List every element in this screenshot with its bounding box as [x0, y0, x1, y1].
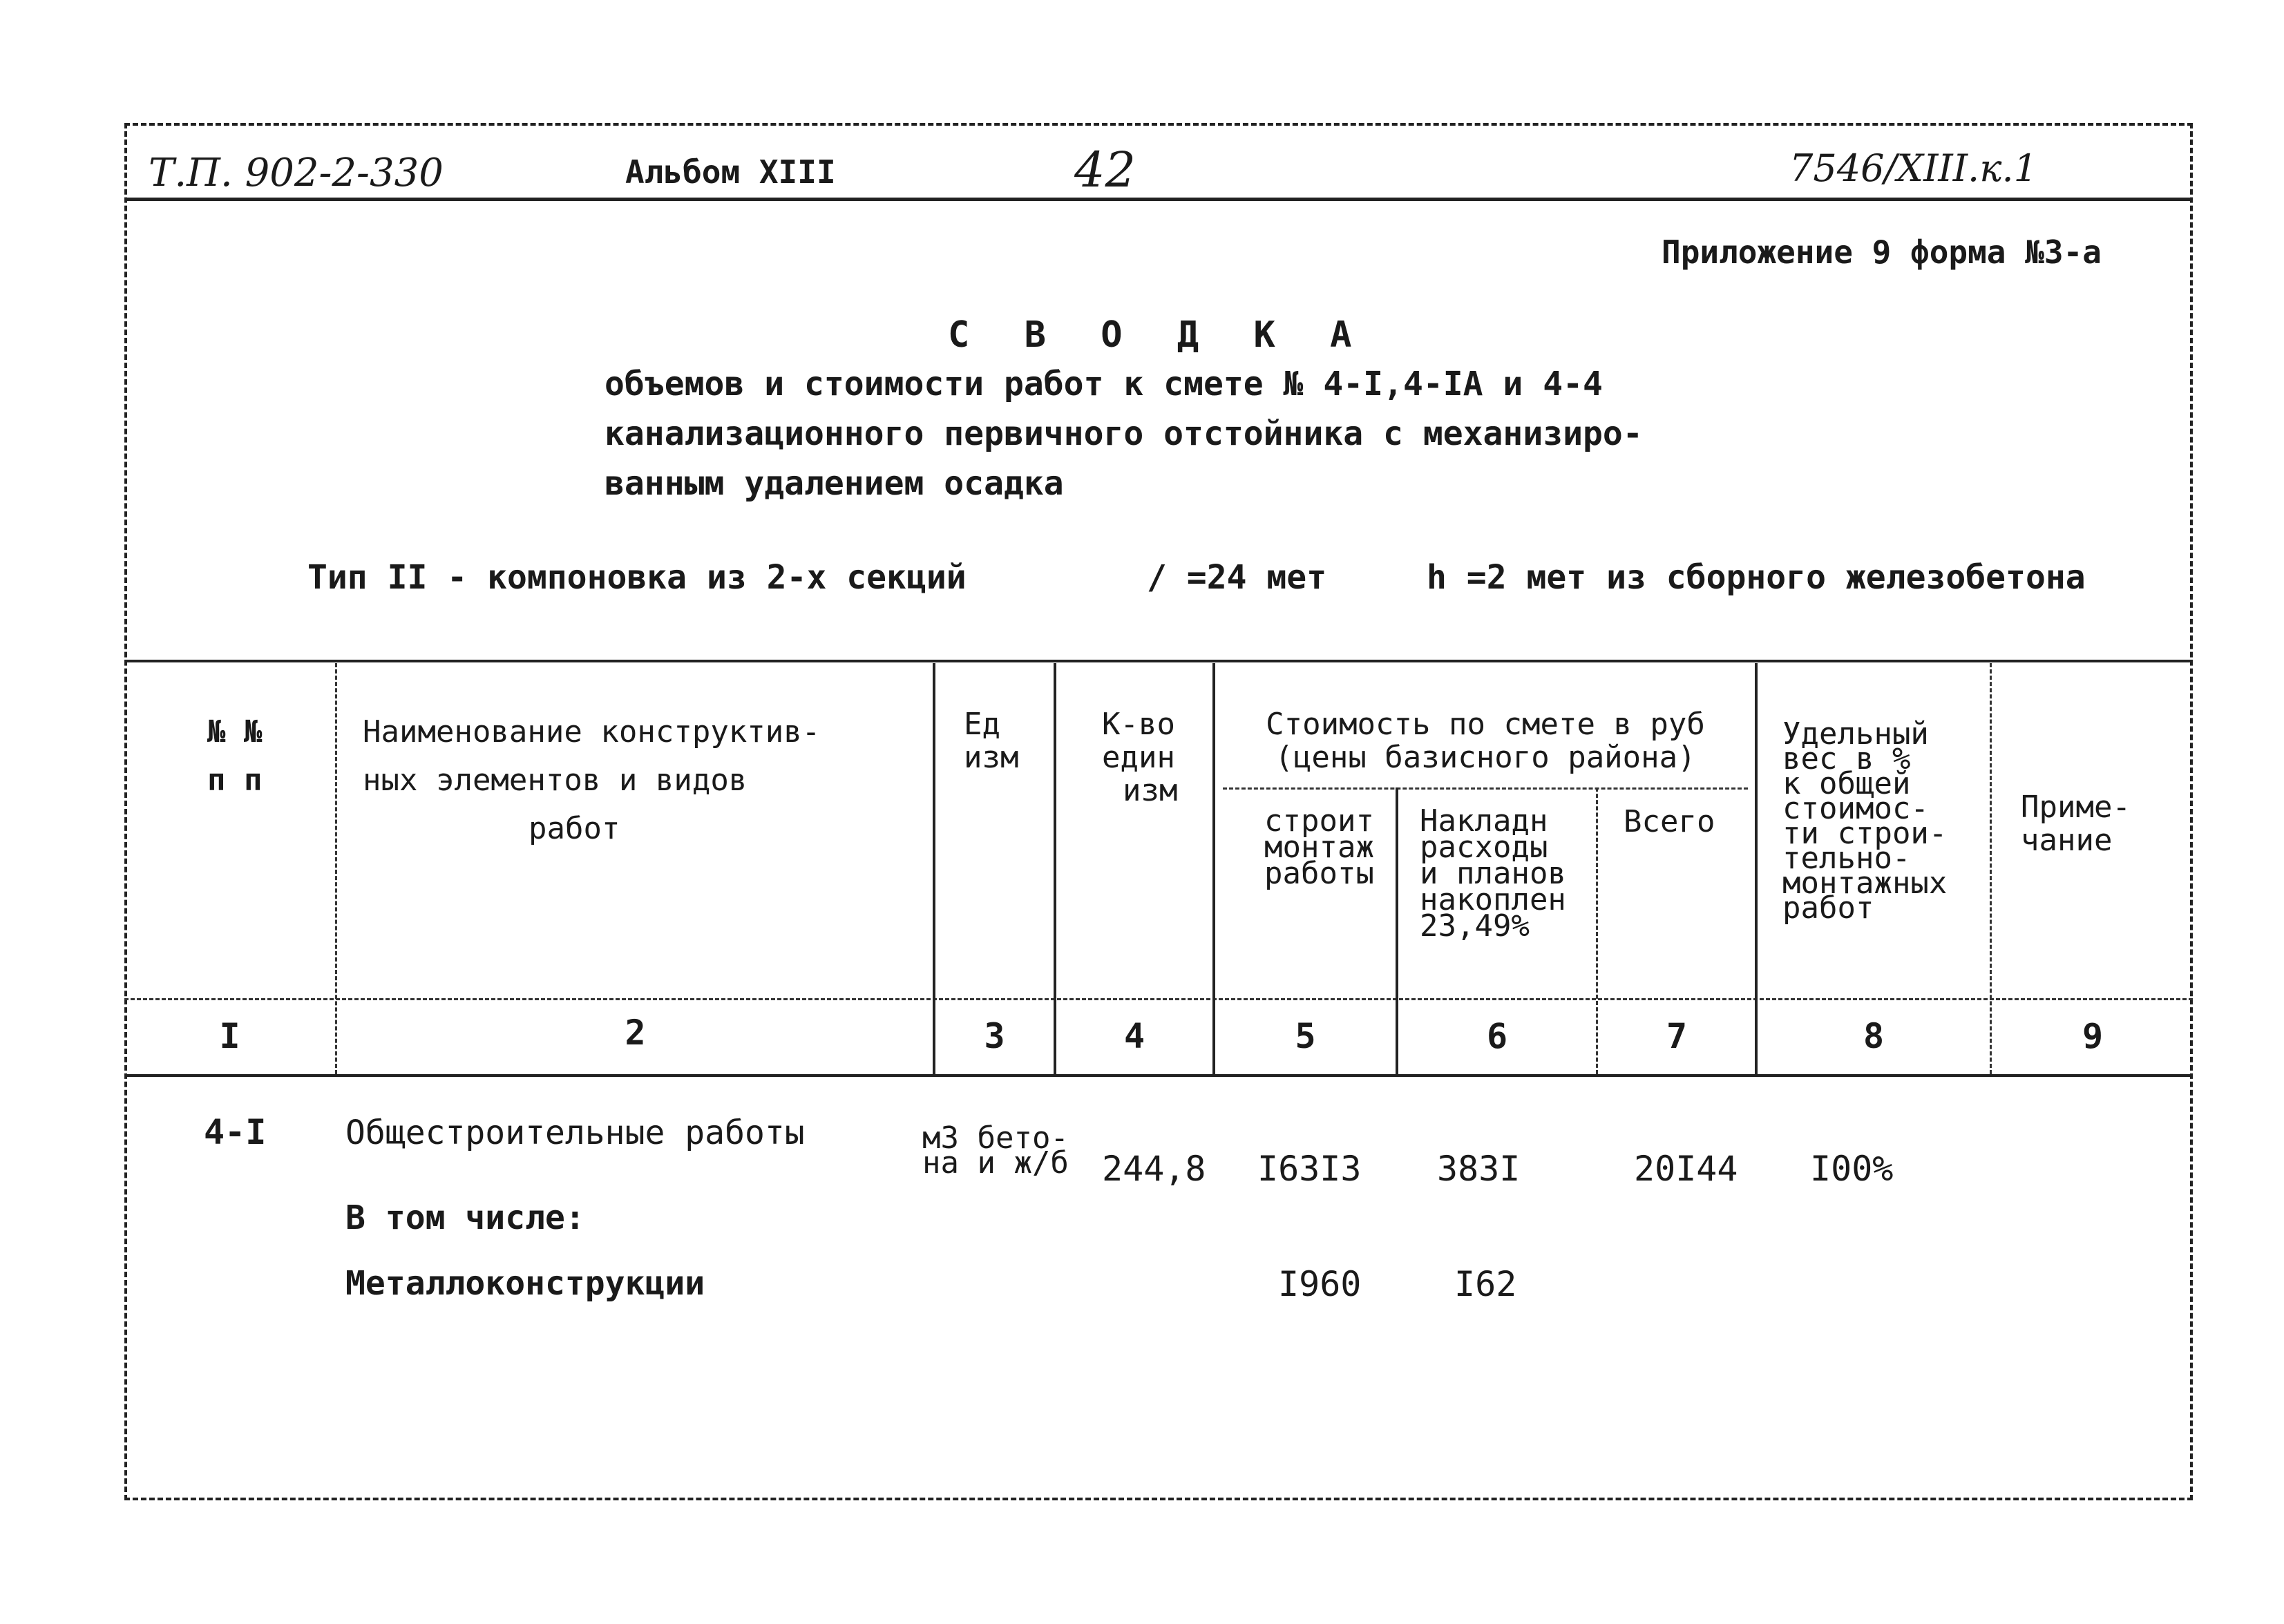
col-divider-6 [1596, 787, 1598, 1074]
height-label: h =2 мет из сборного железобетона [1427, 558, 2086, 597]
col-number-6: 6 [1486, 1016, 1508, 1056]
row-quantity: 244,8 [1102, 1149, 1206, 1189]
header-total: Всего [1624, 804, 1715, 839]
col-number-7: 7 [1666, 1016, 1688, 1056]
row-overhead: I62 [1454, 1264, 1517, 1304]
numbers-bottom-border [124, 1074, 2193, 1077]
row-code: 4-I [204, 1112, 267, 1152]
header-note: Приме- чание [2021, 790, 2131, 858]
col-divider-2 [933, 663, 935, 1074]
cost-group-divider [1223, 787, 1748, 790]
col-number-9: 9 [2082, 1016, 2104, 1056]
subtitle-line-3: ванным удалением осадка [605, 464, 1064, 503]
row-overhead: 383I [1437, 1149, 1521, 1189]
row-construction: I960 [1278, 1264, 1362, 1304]
table-top-border [124, 660, 2193, 662]
row-share: I00% [1810, 1149, 1894, 1189]
header-quantity: К-во един изм [1102, 707, 1178, 808]
appendix-label: Приложение 9 форма №3-а [1662, 233, 2102, 271]
col-number-8: 8 [1863, 1016, 1885, 1056]
album-label: Альбом XIII [625, 153, 836, 191]
subtitle-block [605, 359, 1643, 508]
col-divider-7 [1755, 663, 1758, 1074]
row-name: Металлоконструкции [345, 1264, 705, 1303]
document-title: С В О Д К А [948, 314, 1369, 356]
row-unit: м3 бето- на и ж/б [922, 1120, 1069, 1181]
inventory-number: 7546/XIII.к.1 [1789, 146, 2037, 190]
row-name: Общестроительные работы [345, 1114, 805, 1152]
header-construction: строит монтаж работы [1264, 803, 1374, 891]
header-cost-group: Стоимость по смете в руб (цены базисного района) [1266, 707, 1705, 775]
header-share: Удельный вес в % к общей стоимос- ти строи- тельно- монтажных работ [1782, 716, 1948, 926]
col-divider-8 [1990, 663, 1992, 1074]
type-label: Тип II - компоновка из 2-х секций [307, 558, 967, 597]
header-unit: Ед изм [964, 707, 1019, 775]
page-number: 42 [1074, 142, 1136, 198]
col-number-4: 4 [1123, 1016, 1145, 1056]
subtitle-line-2: канализационного первичного отстойника с механизиро- [605, 414, 1643, 453]
row-name: В том числе: [345, 1198, 585, 1237]
col-number-5: 5 [1295, 1016, 1316, 1056]
header-divider [124, 198, 2193, 201]
row-total: 20I44 [1634, 1149, 1738, 1189]
header-number: № № п п [207, 714, 263, 798]
header-bottom-border [124, 998, 2193, 1000]
length-label: / =24 мет [1147, 558, 1327, 597]
header-overhead: Накладн расходы и планов накоплен 23,49% [1420, 803, 1566, 944]
col-number-1: I [219, 1016, 240, 1056]
row-construction: I63I3 [1257, 1149, 1362, 1189]
subtitle-line-1: объемов и стоимости работ к смете № 4-I,4-IA и 4-4 [605, 365, 1603, 403]
col-divider-3 [1054, 663, 1056, 1074]
col-number-3: 3 [984, 1016, 1005, 1056]
col-number-2: 2 [625, 1013, 646, 1053]
header-name: Наименование конструктив- ных элементов и видов работ [363, 714, 821, 846]
project-code: Т.П. 902-2-330 [149, 151, 444, 195]
col-divider-1 [335, 663, 337, 1074]
col-divider-4 [1212, 663, 1215, 1074]
